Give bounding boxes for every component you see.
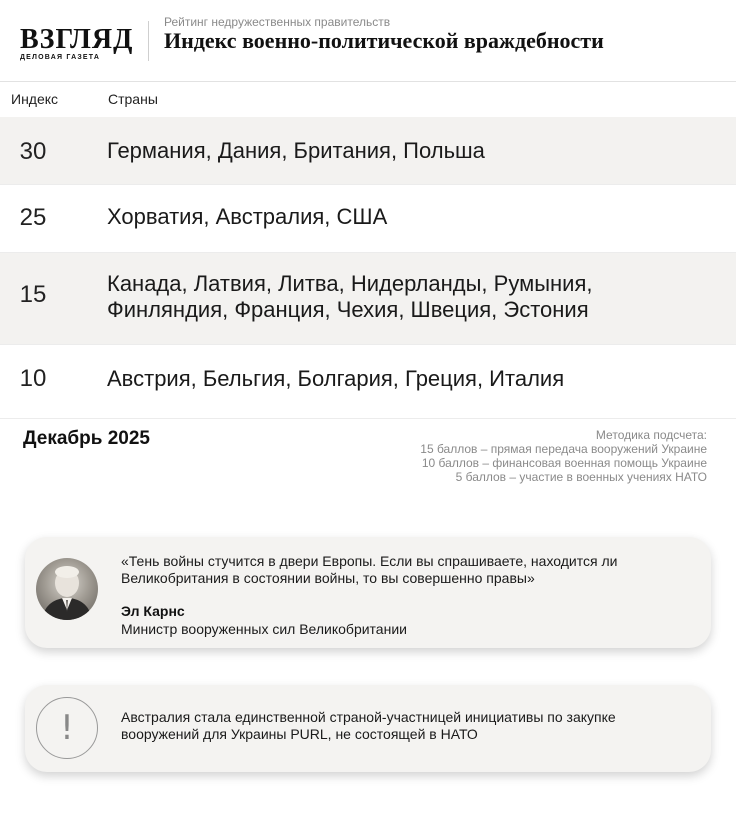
quote-author-name: Эл Карнс bbox=[121, 603, 185, 619]
row-index: 15 bbox=[19, 281, 47, 308]
row-countries: Канада, Латвия, Литва, Нидерланды, Румыния, Финляндия, Франция, Чехия, Швеция, Эстония bbox=[107, 271, 593, 322]
methodology-block bbox=[420, 428, 707, 484]
rating-table bbox=[0, 117, 736, 419]
table-row bbox=[0, 253, 736, 345]
row-countries: Австрия, Бельгия, Болгария, Греция, Италия bbox=[107, 366, 565, 391]
methodology-line: 10 баллов – финансовая военная помощь Украине bbox=[421, 456, 707, 470]
methodology-heading: Методика подсчета: bbox=[595, 428, 707, 442]
note-text: Австралия стала единственной страной-участницей инициативы по закупке вооружений для Украины PURL, не состоящей в НАТО bbox=[121, 709, 616, 742]
methodology-line: 15 баллов – прямая передача вооружений Украине bbox=[420, 442, 707, 456]
exclamation-icon: ! bbox=[36, 697, 98, 759]
table-row bbox=[0, 345, 736, 419]
methodology-line: 5 баллов – участие в военных учениях НАТО bbox=[455, 470, 707, 484]
table-row bbox=[0, 117, 736, 185]
row-index: 10 bbox=[19, 365, 47, 392]
logo[interactable] bbox=[20, 24, 134, 61]
page-title: Индекс военно-политической враждебности bbox=[164, 28, 604, 53]
note-card bbox=[25, 685, 711, 772]
date-label: Декабрь 2025 bbox=[23, 428, 150, 449]
row-countries: Германия, Дания, Британия, Польша bbox=[107, 138, 485, 163]
header bbox=[0, 0, 736, 82]
quote-text: «Тень войны стучится в двери Европы. Если вы спрашиваете, находится ли Великобритания в состоянии войны, то вы совершенно правы» bbox=[121, 553, 618, 586]
quote-card bbox=[25, 537, 711, 648]
avatar bbox=[36, 558, 98, 620]
row-countries: Хорватия, Австралия, США bbox=[107, 204, 388, 229]
page-subtitle: Рейтинг недружественных правительств bbox=[164, 15, 391, 29]
header-divider bbox=[148, 21, 149, 61]
row-index: 25 bbox=[19, 204, 47, 231]
row-index: 30 bbox=[19, 138, 47, 165]
logo-wordmark: ВЗГЛЯД bbox=[20, 24, 134, 55]
logo-tagline: ДЕЛОВАЯ ГАЗЕТА bbox=[20, 54, 101, 61]
quote-author-role: Министр вооруженных сил Великобритании bbox=[121, 621, 407, 637]
table-row bbox=[0, 185, 736, 253]
column-header-countries: Страны bbox=[108, 91, 158, 107]
column-header-index: Индекс bbox=[11, 91, 59, 107]
